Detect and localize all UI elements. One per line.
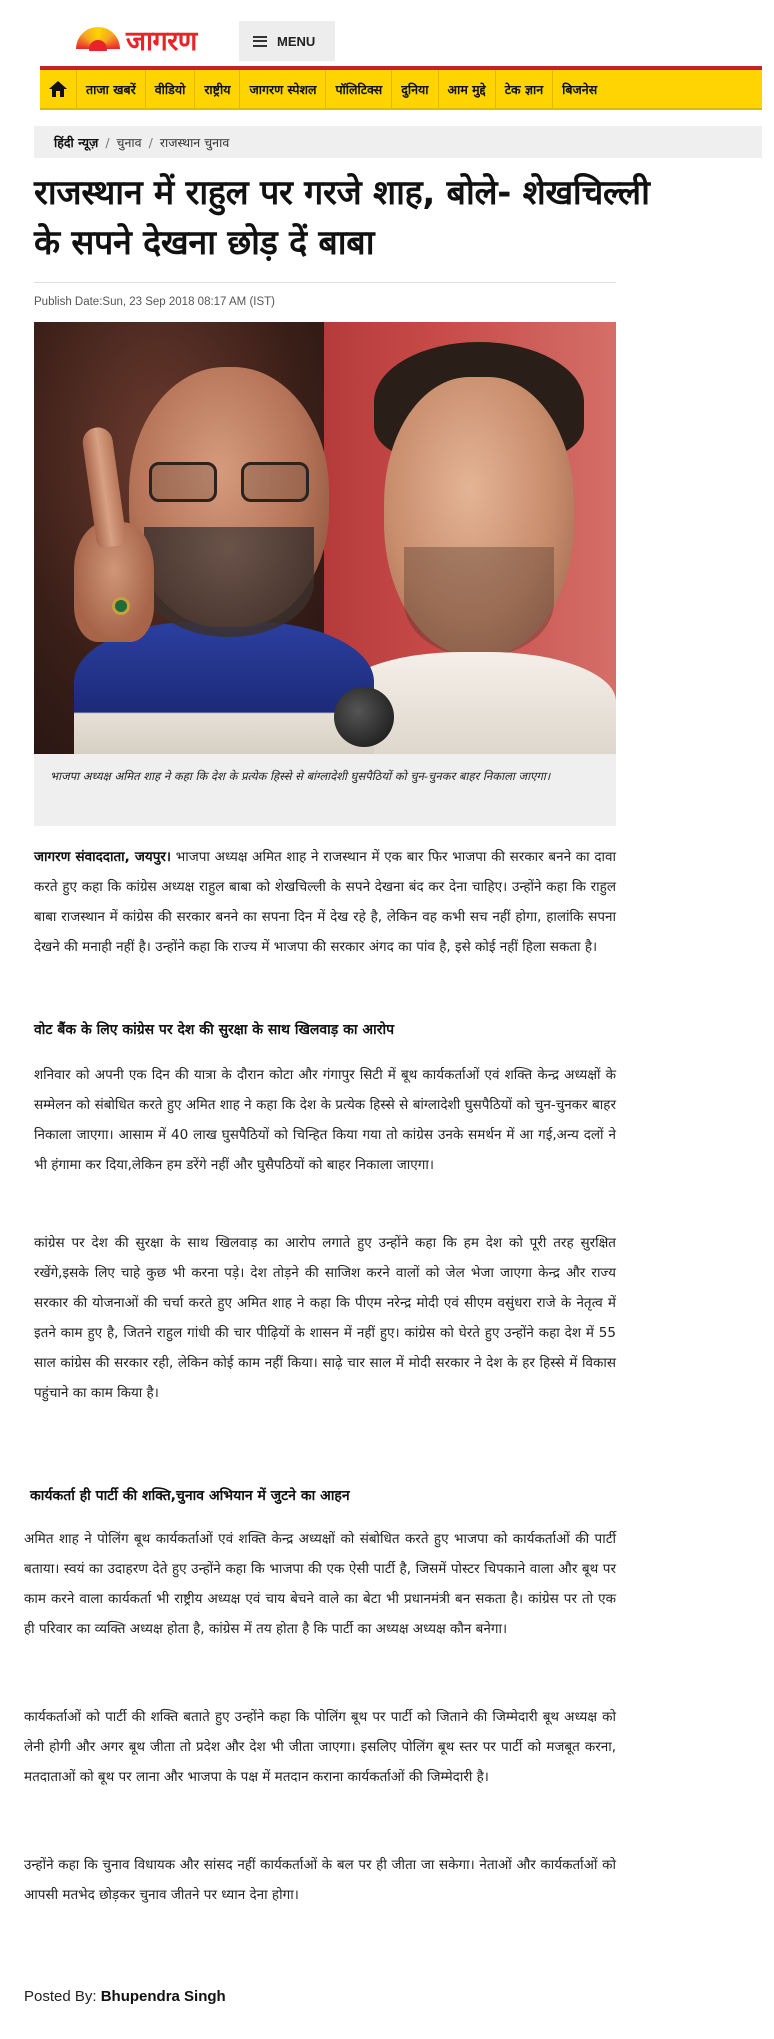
- paragraph-text: शनिवार को अपनी एक दिन की यात्रा के दौरान कोटा और गंगापुर सिटी में बूथ कार्यकर्ताओं एवं शक्ति केन्द्र अध्यक्षों के सम्मेलन को संबोधित करते हुए अमित शाह ने कहा कि देश के प्रत्येक हिस्से से बांग्लादेशी घुसपैठियों को चुन-चुनकर बाहर निकाला जाएगा। आसाम में 40 लाख घुसपैठियों को चिन्हित किया गया तो कांग्रेस उनके समर्थन में आ गई,अन्य दलों ने भी हंगामा कर दिया,लेकिन हम डरेंगे नहीं और घुसैपठियों को बाहर निकाला जाएगा।: [34, 1067, 616, 1173]
- paragraph-text: कार्यकर्ताओं को पार्टी की शक्ति बताते हुए उन्होंने कहा कि पोलिंग बूथ पर पार्टी को जिताने की जिम्मेदारी बूथ अध्यक्ष को लेनी होगी और अगर बूथ जीता तो प्रदेश और देश भी जीता जाएगा। इसलिए पोलिंग बूथ स्तर पर पार्टी को मजबूत करना, मतदाताओं को बूथ पर लाना और भाजपा के पक्ष में मतदान कराना कार्यकर्ताओं की जिम्मेदारी है।: [24, 1709, 616, 1785]
- article-paragraph-1: [34, 842, 616, 962]
- nav-item-latest[interactable]: ताजा खबरें: [76, 70, 145, 108]
- home-icon: [48, 80, 68, 98]
- nav-item-national[interactable]: राष्ट्रीय: [194, 70, 239, 108]
- article-paragraph-5: [24, 1702, 616, 1792]
- posted-by-label: Posted By:: [24, 1988, 97, 2005]
- breadcrumb-home[interactable]: हिंदी न्यूज़: [54, 134, 99, 150]
- headline-line-1: राजस्थान में राहुल पर गरजे शाह, बोले- शेखचिल्ली: [34, 173, 650, 213]
- nav-item-world[interactable]: दुनिया: [391, 70, 437, 108]
- image-caption: भाजपा अध्यक्ष अमित शाह ने कहा कि देश के प्रत्येक हिस्से से बांग्लादेशी घुसपैठियों को चुन-चुनकर बाहर निकाला जाएगा।: [34, 754, 616, 826]
- site-header: [0, 0, 774, 66]
- subheading-2: कार्यकर्ता ही पार्टी की शक्ति,चुनाव अभियान में जुटने का आहन: [30, 1488, 350, 1504]
- article-hero-image: [34, 322, 616, 754]
- paragraph-text: अमित शाह ने पोलिंग बूथ कार्यकर्ताओं एवं शक्ति केन्द्र अध्यक्षों को संबोधित करते हुए भाजपा को कार्यकर्ताओं की पार्टी बताया। स्वयं का उदाहरण देते हुए उन्होंने कहा कि भाजपा की एक ऐसी पार्टी है, जिसमें पोस्टर चिपकाने वाला और बूथ पर काम करने वाला कार्यकर्ता भी राष्ट्रीय अध्यक्ष एवं चाय बेचने वाले का बेटा भी प्रधानमंत्री बन सकता है। कांग्रेस पर तो एक ही परिवार का व्यक्ति अध्यक्ष होता है, कांग्रेस में तय होता है कि पार्टी का अध्यक्ष अध्यक्ष कौन बनेगा।: [24, 1531, 616, 1637]
- breadcrumb-elections[interactable]: चुनाव: [116, 134, 142, 150]
- article-headline: [34, 168, 754, 268]
- main-nav: [40, 66, 762, 110]
- article-paragraph-6: [24, 1850, 616, 1910]
- article-paragraph-2: [34, 1060, 616, 1180]
- breadcrumb-separator: /: [105, 134, 110, 150]
- divider: [34, 282, 616, 283]
- nav-item-business[interactable]: बिजनेस: [552, 70, 606, 108]
- article-paragraph-3: [34, 1228, 616, 1408]
- breadcrumb-separator: /: [148, 134, 153, 150]
- breadcrumb-rajasthan-elections[interactable]: राजस्थान चुनाव: [159, 134, 230, 150]
- menu-button[interactable]: [239, 21, 335, 61]
- nav-item-issues[interactable]: आम मुद्दे: [438, 70, 495, 108]
- publish-date: Publish Date:Sun, 23 Sep 2018 08:17 AM (IST): [34, 296, 276, 308]
- subheading-1: वोट बैंक के लिए कांग्रेस पर देश की सुरक्षा के साथ खिलवाड़ का आरोप: [34, 1022, 395, 1038]
- nav-item-video[interactable]: वीडियो: [145, 70, 195, 108]
- author-name[interactable]: Bhupendra Singh: [100, 1988, 226, 2005]
- nav-item-jagran-special[interactable]: जागरण स्पेशल: [239, 70, 325, 108]
- sun-logo-icon: [76, 27, 120, 51]
- article-paragraph-4: [24, 1524, 616, 1644]
- paragraph-text: उन्होंने कहा कि चुनाव विधायक और सांसद नहीं कार्यकर्ताओं के बल पर ही जीता जा सकेगा। नेताओं और कार्यकर्ताओं को आपसी मतभेद छोड़कर चुनाव जीतने पर ध्यान देना होगा।: [24, 1857, 616, 1903]
- hamburger-icon: [253, 36, 267, 47]
- dateline: जागरण संवाददाता, जयपुर।: [34, 849, 172, 865]
- nav-home[interactable]: [40, 70, 76, 108]
- logo-text: जागरण: [126, 25, 197, 57]
- nav-item-tech[interactable]: टेक ज्ञान: [495, 70, 552, 108]
- paragraph-text: कांग्रेस पर देश की सुरक्षा के साथ खिलवाड़ का आरोप लगाते हुए उन्होंने कहा कि हम देश को पूरी तरह सुरक्षित रखेंगे,इसके लिए चाहे कुछ भी करना पड़े। देश तोड़ने की साजिश करने वालों को जेल भेजा जाएगा केन्द्र और राज्य सरकार की योजनाओं की चर्चा करते हुए अमित शाह ने कहा कि पीएम नरेन्द्र मोदी एवं सीएम वसुंधरा राजे के नेतृत्व में इतने काम हुए है, जितने राहुल गांधी की चार पीढ़ियों के शासन में नहीं हुए। कांग्रेस को घेरते हुए उन्होंने कहा देश में 55 साल कांग्रेस की सरकार रही, लेकिन कोई काम नहीं किया। साढ़े चार साल में मोदी सरकार ने देश के हर हिस्से में विकास पहुंचाने का काम किया है।: [34, 1235, 616, 1401]
- site-logo[interactable]: [76, 22, 197, 56]
- posted-by: [24, 1988, 226, 2005]
- breadcrumb: [34, 126, 762, 158]
- paragraph-text: भाजपा अध्यक्ष अमित शाह ने राजस्थान में एक बार फिर भाजपा की सरकार बनने का दावा करते हुए कहा कि कांग्रेस अध्यक्ष राहुल बाबा को शेखचिल्ली के सपने देखना बंद कर देना चाहिए। उन्होंने कहा कि राहुल बाबा राजस्थान में कांग्रेस की सरकार बनने का सपना दिन में देख रहे है, लेकिन वह कभी सच नहीं होगा, हालांकि सपना देखने की मनाही नहीं है। उन्होंने कहा कि राज्य में भाजपा की सरकार अंगद का पांव है, इसे कोई नहीं हिला सकता है।: [34, 849, 616, 955]
- headline-line-2: के सपने देखना छोड़ दें बाबा: [34, 223, 375, 263]
- nav-item-politics[interactable]: पॉलिटिक्स: [325, 70, 391, 108]
- menu-button-label: MENU: [277, 33, 316, 49]
